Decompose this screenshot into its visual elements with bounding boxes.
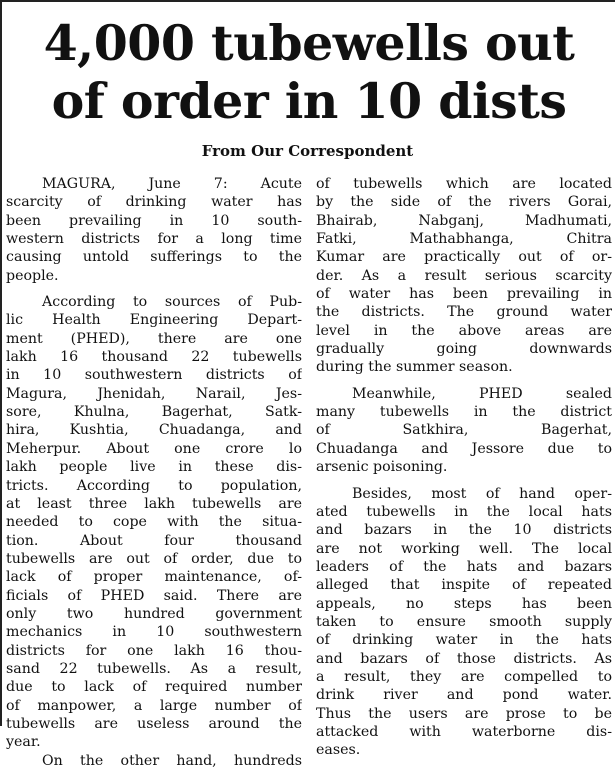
article-text-line: alleged that inspite of repeated <box>316 577 612 594</box>
article-text-line: due to lack of required number <box>6 679 302 696</box>
article-text-line: Fatki, Mathabhanga, Chitra <box>316 231 612 248</box>
article-text-line: attacked with waterborne dis- <box>316 723 612 740</box>
article-text-line: According to sources of Pub- <box>42 294 302 311</box>
article-text-line: causing untold sufferings to the <box>6 249 302 266</box>
article-text-line: leaders of the hats and bazars <box>316 558 612 575</box>
headline-line-2: of order in 10 dists <box>51 72 567 130</box>
article-text-line: Kumar are practically out of or- <box>316 249 612 266</box>
article-text-line: Chuadanga and Jessore due to <box>316 440 612 457</box>
article-text-line: Besides, most of hand oper- <box>352 485 612 502</box>
headline <box>14 14 604 130</box>
article-text-line: at least three lakh tubewells are <box>6 495 302 512</box>
paragraph-gap <box>316 377 612 385</box>
article-text-line: Meanwhile, PHED sealed <box>352 385 612 402</box>
article-text-line: sore, Khulna, Bagerhat, Satk- <box>6 404 302 421</box>
article-text-line: needed to cope with the situa- <box>6 514 302 531</box>
article-text-line: of drinking water in the hats <box>316 632 612 649</box>
article-column-left <box>6 175 302 770</box>
paragraph-gap <box>316 477 612 485</box>
article-text-line: of Satkhira, Bagerhat, <box>316 422 612 439</box>
article-text-line: Bhairab, Nabganj, Madhumati, <box>316 212 612 229</box>
article-text-line: sand 22 tubewells. As a result, <box>6 660 302 677</box>
article-text-line: of tubewells which are located <box>316 176 612 192</box>
article-text-line: Magura, Jhenidah, Narail, Jes- <box>6 385 302 402</box>
article-text-line: drink river and pond water. <box>316 687 612 704</box>
article-text-line: ment (PHED), there are one <box>6 330 302 347</box>
article-text-line: tricts. According to population, <box>6 477 302 494</box>
article-text-line: by the side of the rivers Gorai, <box>316 194 612 211</box>
article-text-line: eases. <box>316 742 361 759</box>
article-text-line: arsenic poisoning. <box>316 459 448 476</box>
article-text-line: ficials of PHED said. There are <box>6 587 302 604</box>
article-text-line: and bazars in the 10 districts <box>316 522 612 539</box>
article-text-line: scarcity of drinking water has <box>6 194 302 211</box>
article-text-line: der. As a result serious scarcity <box>316 267 612 284</box>
article-text-line: lack of proper maintenance, of- <box>6 569 302 586</box>
article-text-line: taken to ensure smooth supply <box>316 613 612 630</box>
article-text-line: appeals, no steps has been <box>316 595 612 612</box>
article-text-line: mechanics in 10 southwestern <box>6 624 302 641</box>
byline: From Our Correspondent <box>201 142 414 160</box>
article-text-line: been prevailing in 10 south- <box>6 212 302 229</box>
article-text-line: On the other hand, hundreds <box>42 752 302 769</box>
article-text-line: only two hundred government <box>6 605 302 622</box>
article-text-line: Meherpur. About one crore lo <box>6 440 302 457</box>
article-text-line: ated tubewells in the local hats <box>316 503 612 520</box>
article-text-line: level in the above areas are <box>316 322 612 339</box>
article-text-line: people. <box>6 267 59 284</box>
article-text-line: MAGURA, June 7: Acute <box>42 176 302 192</box>
article-text-line: districts for one lakh 16 thou- <box>6 642 302 659</box>
article-text-line: many tubewells in the district <box>316 404 612 421</box>
paragraph-gap <box>6 285 302 293</box>
article-text-line: and bazars of those districts. As <box>316 650 612 667</box>
headline-line-1: 4,000 tubewells out <box>43 14 575 72</box>
article-text-line: a result, they are compelled to <box>316 668 612 685</box>
article-text-line: the districts. The ground water <box>316 304 612 321</box>
article-text-line: gradually going downwards <box>316 341 612 358</box>
article-text-line: lakh 16 thousand 22 tubewells <box>6 349 302 366</box>
article-text-line: of manpower, a large number of <box>6 697 302 714</box>
article-text-line: hira, Kushtia, Chuadanga, and <box>6 422 302 439</box>
article-text-line: of water has been prevailing in <box>316 286 612 303</box>
article-text-line: tubewells are out of order, due to <box>6 550 302 567</box>
article-text-line: in 10 southwestern districts of <box>6 367 302 384</box>
article-text-line: western districts for a long time <box>6 231 302 248</box>
article-text-line: lakh people live in these dis- <box>6 459 302 476</box>
article-text-line: tion. About four thousand <box>6 532 302 549</box>
article-text-line: lic Health Engineering Depart- <box>6 312 302 329</box>
article-text-line: are not working well. The local <box>316 540 612 557</box>
article-text-line: tubewells are useless around the <box>6 715 302 732</box>
article-column-right <box>316 175 612 760</box>
article-text-line: during the summer season. <box>316 359 513 376</box>
article-text-line: Thus the users are prose to be <box>316 705 612 722</box>
article-text-line: year. <box>6 734 41 751</box>
